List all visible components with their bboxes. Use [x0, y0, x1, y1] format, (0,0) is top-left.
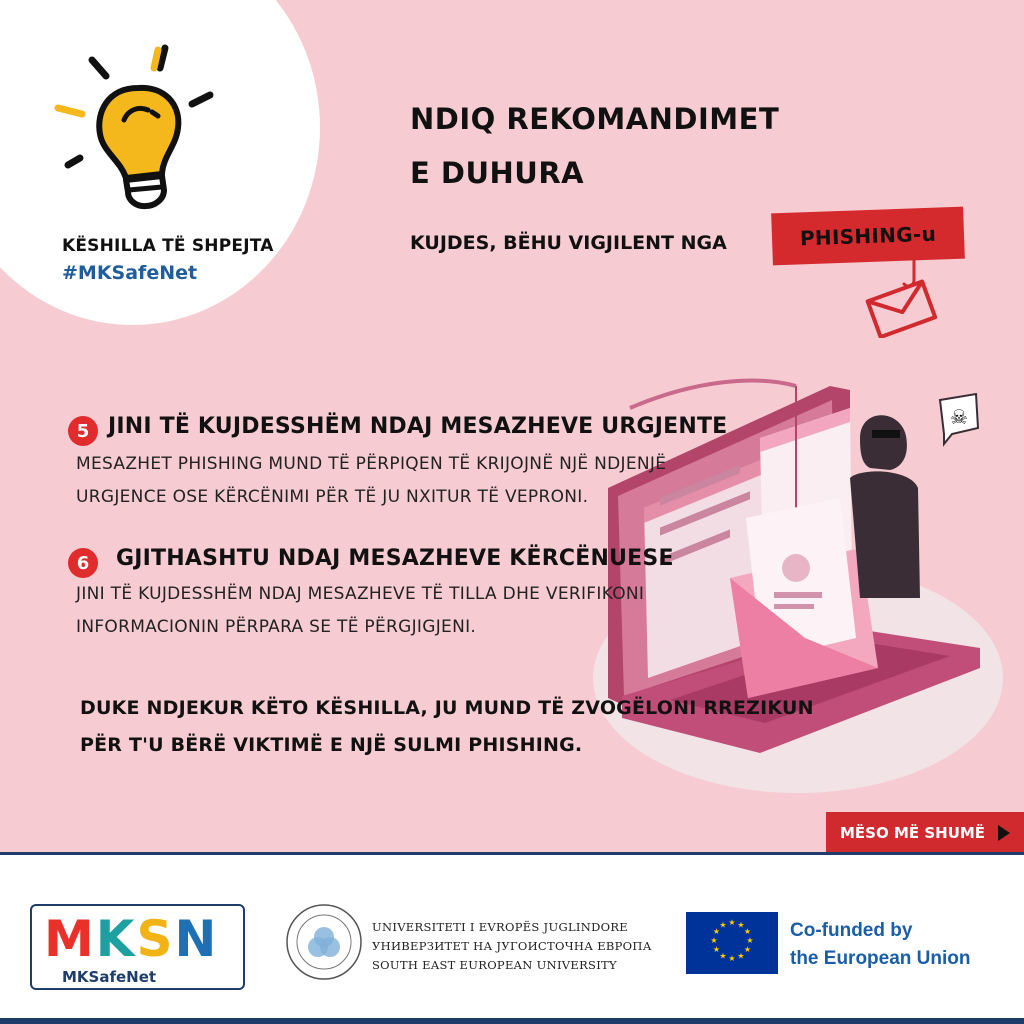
phishing-envelope-icon	[862, 258, 942, 338]
item-6-text	[76, 578, 644, 644]
hashtag: #MKSafeNet	[62, 262, 198, 284]
page-title	[410, 92, 779, 200]
item-5-line-1: MESAZHET PHISHING MUND TË PËRPIQEN TË KRIJOJNË NJË NDJENJË	[76, 454, 667, 474]
university-seal-icon	[284, 902, 364, 982]
svg-text:★: ★	[712, 927, 721, 936]
eu-line-2: the European Union	[790, 948, 971, 969]
mksn-letter-s: S	[136, 910, 175, 968]
subheading: KUJDES, BËHU VIGJILENT NGA	[410, 232, 727, 254]
phishing-highlight	[771, 207, 965, 266]
university-name-english: SOUTH EAST EUROPEAN UNIVERSITY	[372, 958, 617, 972]
svg-text:★: ★	[719, 920, 727, 930]
footer-bottom-bar	[0, 1018, 1024, 1024]
svg-text:★: ★	[737, 920, 745, 930]
mksn-letter-n: N	[174, 910, 219, 968]
conclusion-line-2: PËR T'U BËRË VIKTIMË E NJË SULMI PHISHING.	[80, 734, 583, 756]
learn-more-label: MËSO MË SHUMË	[840, 824, 986, 842]
svg-text:★: ★	[737, 951, 745, 961]
svg-text:★: ★	[728, 918, 736, 927]
university-name-albanian: UNIVERSITETI I EVROPËS JUGLINDORE	[372, 920, 628, 934]
eu-line-1: Co-funded by	[790, 920, 913, 941]
page-title-line-1: NDIQ REKOMANDIMET	[410, 102, 780, 136]
svg-text:★: ★	[746, 936, 754, 945]
chevron-right-icon	[996, 824, 1012, 842]
university-name-macedonian: УНИВЕРЗИТЕТ НА ЈУГОИСТОЧНА ЕВРОПА	[372, 939, 652, 953]
eu-cofunded-text	[790, 917, 971, 973]
item-6-line-2: INFORMACIONIN PËRPARA SE TË PËRGJIGJENI.	[76, 617, 477, 637]
phishing-highlight-text: PHISHING-u	[799, 221, 937, 251]
svg-text:★: ★	[728, 954, 736, 963]
svg-text:★: ★	[712, 945, 721, 954]
svg-text:☠: ☠	[950, 405, 968, 429]
lightbulb-icon	[50, 40, 225, 220]
mksn-caption: MKSafeNet	[58, 968, 160, 986]
item-6-title: GJITHASHTU NDAJ MESAZHEVE KËRCËNUESE	[116, 546, 674, 571]
mksn-logo	[44, 910, 218, 968]
learn-more-button[interactable]	[826, 812, 1024, 854]
svg-text:★: ★	[710, 936, 718, 945]
item-5-line-2: URGJENCE OSE KËRCËNIMI PËR TË JU NXITUR TË VEPRONI.	[76, 487, 589, 507]
item-5-text	[76, 448, 666, 514]
svg-text:★: ★	[719, 951, 727, 961]
conclusion	[80, 690, 880, 764]
university-name	[372, 918, 652, 975]
svg-text:★: ★	[743, 945, 752, 954]
item-5-title: JINI TË KUJDESSHËM NDAJ MESAZHEVE URGJENTE	[108, 414, 728, 439]
item-number-6: 6	[68, 548, 98, 578]
mksn-letter-m: M	[44, 910, 96, 968]
tip-label: KËSHILLA TË SHPEJTA	[62, 236, 274, 256]
item-6-line-1: JINI TË KUJDESSHËM NDAJ MESAZHEVE TË TILLA DHE VERIFIKONI	[76, 584, 645, 604]
page-title-line-2: E DUHURA	[410, 156, 585, 190]
conclusion-line-1: DUKE NDJEKUR KËTO KËSHILLA, JU MUND TË ZVOGËLONI RREZIKUN	[80, 697, 814, 719]
item-number-5: 5	[68, 416, 98, 446]
svg-text:★: ★	[743, 927, 752, 936]
eu-flag-icon	[686, 912, 778, 974]
mksn-letter-k: K	[95, 910, 137, 968]
